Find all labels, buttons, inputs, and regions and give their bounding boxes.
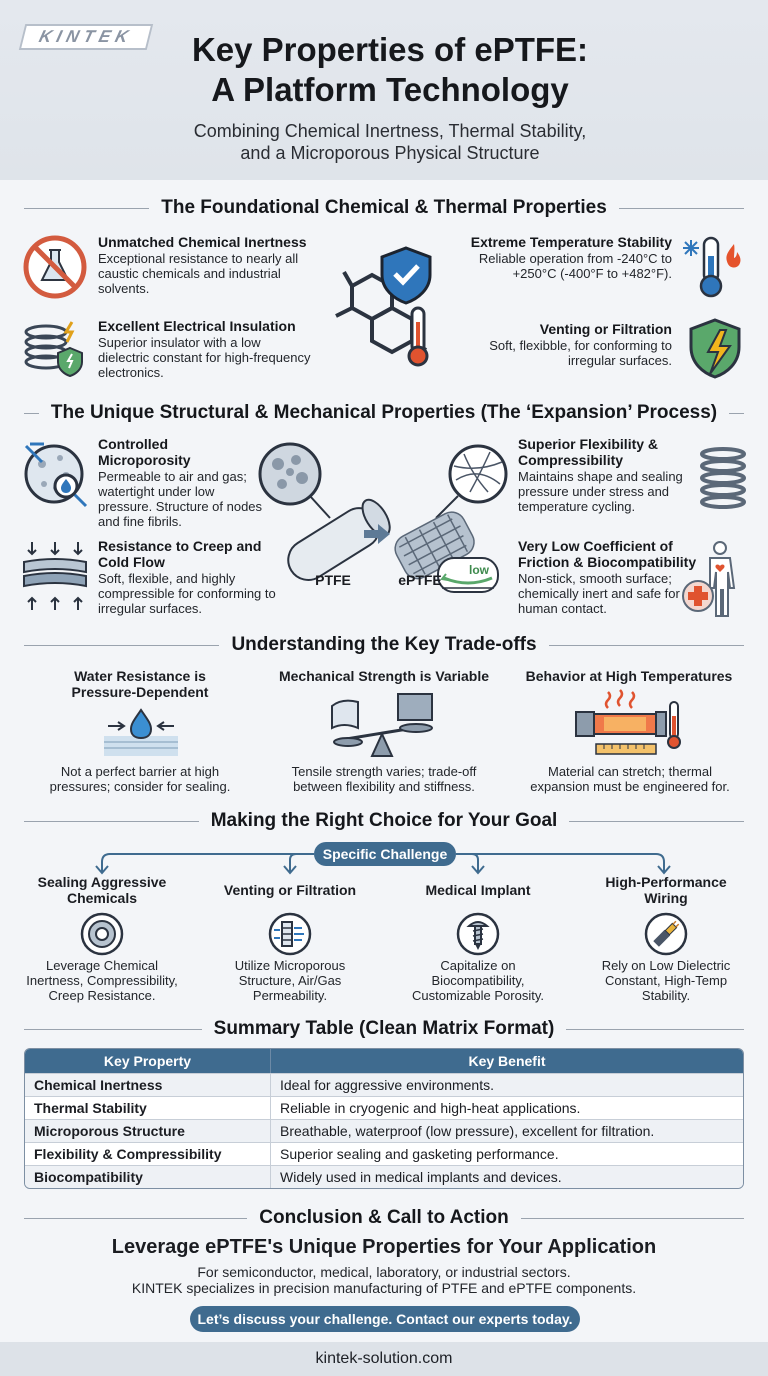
- table-row: [25, 1165, 743, 1188]
- label-ptfe: PTFE: [315, 572, 351, 588]
- table-cell-property: Thermal Stability: [25, 1096, 271, 1119]
- microporous-magnifier-icon: [20, 440, 92, 512]
- no-chemicals-icon: [22, 234, 88, 300]
- wiring-cable-icon: [644, 912, 688, 956]
- feature-controlled-microporosity: Controlled Microporosity Permeable to air and gas; watertight under low pressure. Structure of nodes and fine fibrils.: [98, 436, 263, 529]
- title-line-2: A Platform Technology: [211, 71, 569, 108]
- choice-sealing-title: Sealing Aggressive Chemicals: [37, 874, 167, 906]
- choice-wiring-title: High-Performance Wiring: [605, 874, 727, 906]
- table-row: [25, 1073, 743, 1096]
- table-cell-benefit: Breathable, waterproof (low pressure), excellent for filtration.: [271, 1119, 743, 1142]
- heat-expansion-icon: [574, 688, 686, 760]
- tradeoff-water-title: Water Resistance is Pressure-Dependent: [71, 668, 209, 700]
- title-line-1: Key Properties of ePTFE:: [191, 31, 589, 68]
- table-cell-property: Biocompatibility: [25, 1165, 271, 1188]
- label-eptfe: ePTFE: [398, 572, 442, 588]
- summary-table-header: [25, 1049, 743, 1073]
- molecule-shield-icon: [322, 244, 448, 370]
- choice-heading: Making the Right Choice for Your Goal: [24, 808, 744, 834]
- tradeoffs-heading: Understanding the Key Trade-offs: [24, 632, 744, 658]
- conclusion-subheading: Leverage ePTFE's Unique Properties for Your Application: [111, 1236, 657, 1258]
- feature-electrical-insulation: Excellent Electrical Insulation Superior insulator with a low dielectric constant for high-frequency electronics.: [98, 318, 311, 380]
- column-header-property: Key Property: [25, 1049, 271, 1073]
- choice-wiring-desc: Rely on Low Dielectric Constant, High-Temp Stability.: [601, 958, 731, 1003]
- compression-icon: [20, 540, 90, 612]
- tradeoff-strength-title: Mechanical Strength is Variable: [278, 668, 490, 684]
- table-cell-benefit: Superior sealing and gasketing performance.: [271, 1142, 743, 1165]
- table-cell-property: Chemical Inertness: [25, 1073, 271, 1096]
- foundational-heading: The Foundational Chemical & Thermal Properties: [24, 195, 744, 221]
- page-title: [110, 30, 670, 110]
- human-body-icon: [680, 540, 746, 620]
- choice-sealing-desc: Leverage Chemical Inertness, Compressibility, Creep Resistance.: [26, 958, 178, 1003]
- table-cell-benefit: Widely used in medical implants and devices.: [271, 1165, 743, 1188]
- column-header-benefit: Key Benefit: [271, 1049, 743, 1073]
- conclusion-line-1: For semiconductor, medical, laboratory, or industrial sectors.: [197, 1264, 571, 1280]
- filter-vent-icon: [268, 912, 312, 956]
- ptfe-expansion-diagram: [258, 440, 508, 620]
- feature-chemical-inertness: Unmatched Chemical Inertness Exceptional resistance to nearly all caustic chemicals and industrial solvents.: [98, 234, 307, 296]
- label-low-friction: low: [469, 563, 489, 577]
- conclusion-line-2: KINTEK specializes in precision manufacturing of PTFE and ePTFE components.: [131, 1280, 637, 1296]
- shield-bolt-icon: [684, 316, 746, 382]
- conclusion-heading: Conclusion & Call to Action: [24, 1205, 744, 1231]
- feature-flexibility-compressibility: Superior Flexibility & Compressibility Maintains shape and sealing pressure under stress and temperature cycling.: [518, 436, 683, 514]
- table-cell-benefit: Ideal for aggressive environments.: [271, 1073, 743, 1096]
- tradeoff-temperature-desc: Material can stretch; thermal expansion must be engineered for.: [530, 764, 730, 794]
- tradeoff-strength-desc: Tensile strength varies; trade-off between flexibility and stiffness.: [291, 764, 477, 794]
- structural-heading: The Unique Structural & Mechanical Properties (The ‘Expansion’ Process): [24, 400, 744, 426]
- feature-creep-resistance: Resistance to Creep and Cold Flow Soft, flexible, and highly compressible for conforming to irregular surfaces.: [98, 538, 276, 616]
- page-subtitle: [110, 120, 670, 164]
- subtitle-line-1: Combining Chemical Inertness, Thermal Stability,: [193, 121, 587, 141]
- kintek-logo[interactable]: KINTEK: [19, 24, 153, 50]
- table-row: [25, 1119, 743, 1142]
- gasket-ring-icon: [80, 912, 124, 956]
- choice-venting-desc: Utilize Microporous Structure, Air/Gas Permeability.: [234, 958, 346, 1003]
- feature-low-friction-biocompatibility: Very Low Coefficient of Friction & Biocompatibility Non-stick, smooth surface; chemically inert and safe for human contact.: [518, 538, 697, 616]
- water-drop-icon: [104, 708, 178, 756]
- feature-temperature-stability: Extreme Temperature Stability Reliable operation from -240°C to +250°C (-400°F to +482°F).: [470, 234, 672, 281]
- summary-heading: Summary Table (Clean Matrix Format): [24, 1016, 744, 1042]
- specific-challenge-pill: Specific Challenge: [314, 842, 456, 866]
- contact-experts-button[interactable]: Let’s discuss your challenge. Contact our experts today.: [190, 1306, 580, 1332]
- balance-scale-icon: [326, 690, 442, 760]
- choice-medical-desc: Capitalize on Biocompatibility, Customizable Porosity.: [412, 958, 544, 1003]
- table-cell-property: Flexibility & Compressibility: [25, 1142, 271, 1165]
- tradeoff-water-desc: Not a perfect barrier at high pressures; consider for sealing.: [49, 764, 231, 794]
- table-row: [25, 1096, 743, 1119]
- subtitle-line-2: and a Microporous Physical Structure: [240, 143, 540, 163]
- implant-screw-icon: [456, 912, 500, 956]
- summary-table: [24, 1048, 744, 1189]
- thermometer-icon: [680, 232, 746, 300]
- header: [0, 0, 768, 180]
- table-cell-property: Microporous Structure: [25, 1119, 271, 1142]
- feature-venting-filtration: Venting or Filtration Soft, flexibble, for conforming to irregular surfaces.: [489, 321, 672, 368]
- conclusion-text: [24, 1264, 744, 1296]
- table-cell-benefit: Reliable in cryogenic and high-heat applications.: [271, 1096, 743, 1119]
- insulated-cable-icon: [22, 318, 88, 380]
- footer-url-link[interactable]: kintek-solution.com: [315, 1350, 453, 1367]
- table-row: [25, 1142, 743, 1165]
- choice-medical-title: Medical Implant: [425, 882, 531, 898]
- spring-icon: [698, 446, 748, 512]
- footer: [0, 1342, 768, 1376]
- choice-venting-title: Venting or Filtration: [223, 882, 357, 898]
- tradeoff-temperature-title: Behavior at High Temperatures: [525, 668, 733, 684]
